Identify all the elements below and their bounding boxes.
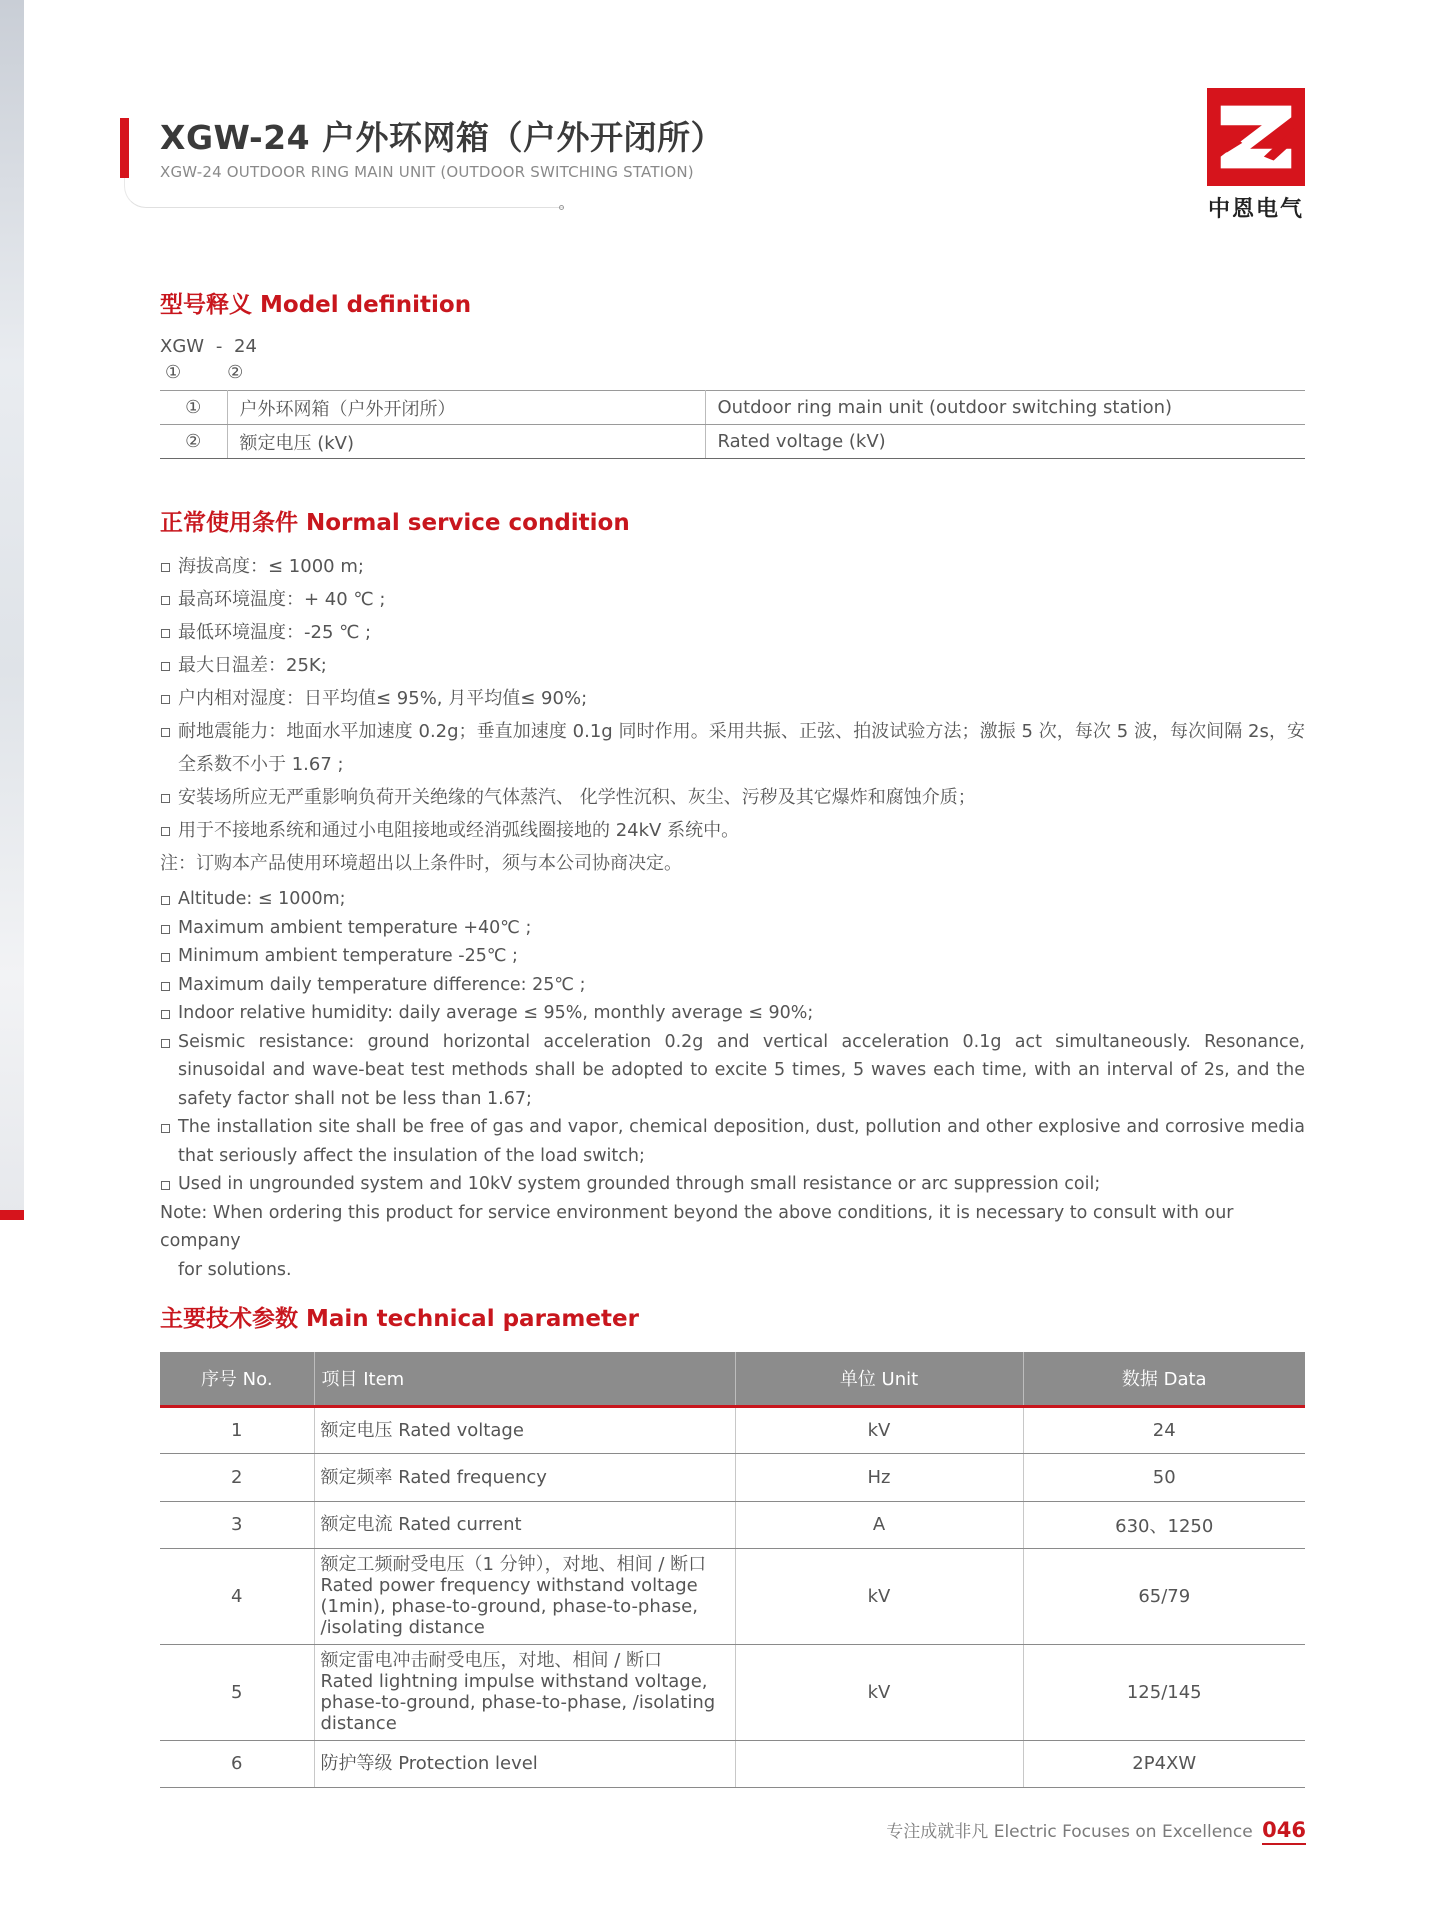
model-code: [160, 336, 257, 357]
strip-red-accent: [0, 1210, 24, 1220]
service-condition-title: 正常使用条件 Normal service condition: [160, 510, 630, 536]
list-item: Used in ungrounded system and 10kV system grounded through small resistance or arc suppression coil;: [160, 1170, 1305, 1199]
list-item: 海拔高度：≤ 1000 m;: [160, 550, 1305, 583]
cell-data: 24: [1023, 1406, 1305, 1453]
cell-item-cn: 额定工频耐受电压（1 分钟），对地、相间 / 断口: [320, 1554, 707, 1575]
cell-no: 4: [160, 1548, 314, 1644]
table-row: [160, 391, 1305, 425]
cell-item: [314, 1501, 735, 1548]
cell-no: 2: [160, 1453, 314, 1501]
en-note: [160, 1199, 1305, 1285]
cell-data: 50: [1023, 1453, 1305, 1501]
model-mark: ②: [227, 362, 244, 383]
model-code-part: XGW: [160, 336, 205, 357]
list-item: 最高环境温度：+ 40 ℃ ;: [160, 583, 1305, 616]
cell-no: 5: [160, 1644, 314, 1740]
cell-item-en: Rated lightning impulse withstand voltage, phase-to-ground, phase-to-phase, /isolating distance: [320, 1671, 716, 1734]
cell-item: [314, 1453, 735, 1501]
def-num: ②: [160, 425, 227, 459]
model-mark: ①: [165, 362, 182, 383]
cell-unit: kV: [735, 1644, 1023, 1740]
col-header-item: 项目 Item: [314, 1352, 735, 1406]
cell-data: 2P4XW: [1023, 1740, 1305, 1787]
technical-parameter-table: [160, 1352, 1305, 1788]
cell-unit: A: [735, 1501, 1023, 1548]
cell-no: 3: [160, 1501, 314, 1548]
list-item: Maximum ambient temperature +40℃ ;: [160, 914, 1305, 943]
cell-item-cn: 额定雷电冲击耐受电压，对地、相间 / 断口: [320, 1650, 663, 1671]
table-row: [160, 1406, 1305, 1453]
page-footer: [886, 1817, 1306, 1842]
list-item: 用于不接地系统和通过小电阻接地或经消弧线圈接地的 24kV 系统中。: [160, 814, 1305, 847]
list-item: Altitude: ≤ 1000m;: [160, 885, 1305, 914]
model-code-part: -: [215, 336, 223, 357]
def-en: Outdoor ring main unit (outdoor switching station): [705, 391, 1305, 425]
list-item: Seismic resistance: ground horizontal acceleration 0.2g and vertical acceleration 0.1g act simultaneously. Resonance, sinusoidal and wave-beat test methods shall be adopted to excite 5 times, 5 waves each time, with an interval of 2s, and the safety factor shall not be less than 1.67;: [160, 1028, 1305, 1114]
page-number: 046: [1262, 1818, 1306, 1845]
cell-unit: kV: [735, 1406, 1023, 1453]
technical-parameter-title: 主要技术参数 Main technical parameter: [160, 1306, 639, 1332]
col-header-unit: 单位 Unit: [735, 1352, 1023, 1406]
cell-item: [314, 1644, 735, 1740]
model-code-part: 24: [234, 336, 257, 357]
page-subtitle: XGW-24 OUTDOOR RING MAIN UNIT (OUTDOOR SWITCHING STATION): [160, 163, 694, 181]
table-row: [160, 1644, 1305, 1740]
header-accent-bar: [120, 118, 129, 178]
def-cn: 额定电压 (kV): [227, 425, 705, 459]
list-item: The installation site shall be free of gas and vapor, chemical deposition, dust, pollution and other explosive and corrosive media that seriously affect the insulation of the load switch;: [160, 1113, 1305, 1170]
list-item: 最低环境温度：-25 ℃ ;: [160, 616, 1305, 649]
en-note-cont: for solutions.: [178, 1259, 292, 1280]
table-row: [160, 1740, 1305, 1787]
cell-item: [314, 1406, 735, 1453]
list-item: Indoor relative humidity: daily average ≤ 95%, monthly average ≤ 90%;: [160, 999, 1305, 1028]
cell-item-cn: 额定电流 Rated current: [320, 1514, 522, 1535]
list-item: 最大日温差：25K;: [160, 649, 1305, 682]
cell-item: [314, 1548, 735, 1644]
left-decorative-strip: [0, 0, 24, 1220]
model-code-marks: [165, 362, 289, 383]
cell-unit: [735, 1740, 1023, 1787]
table-row: [160, 1548, 1305, 1644]
cell-item: [314, 1740, 735, 1787]
table-row: [160, 1453, 1305, 1501]
service-condition-en-list: [160, 885, 1305, 1284]
list-item: Maximum daily temperature difference: 25℃ ;: [160, 971, 1305, 1000]
cell-item-cn: 额定频率 Rated frequency: [320, 1466, 547, 1488]
cell-item-cn: 防护等级 Protection level: [320, 1753, 538, 1774]
table-row: [160, 425, 1305, 459]
def-en: Rated voltage (kV): [705, 425, 1305, 459]
list-item: 户内相对湿度：日平均值≤ 95%, 月平均值≤ 90%;: [160, 682, 1305, 715]
cell-no: 6: [160, 1740, 314, 1787]
cell-data: 630、1250: [1023, 1501, 1305, 1548]
cell-unit: kV: [735, 1548, 1023, 1644]
table-row: [160, 1501, 1305, 1548]
service-condition-cn-list: [160, 550, 1305, 880]
cell-item-cn: 额定电压 Rated voltage: [320, 1419, 524, 1441]
cn-note: 注：订购本产品使用环境超出以上条件时，须与本公司协商决定。: [160, 853, 682, 874]
list-item: Minimum ambient temperature -25℃ ;: [160, 942, 1305, 971]
en-note-lead: Note: When ordering this product for service environment beyond the above conditions, it is necessary to consult with our company: [160, 1202, 1234, 1251]
col-header-data: 数据 Data: [1023, 1352, 1305, 1406]
list-item: 耐地震能力：地面水平加速度 0.2g；垂直加速度 0.1g 同时作用。采用共振、正弦、拍波试验方法；激振 5 次，每次 5 波，每次间隔 2s，安全系数不小于 1.67 ;: [160, 715, 1305, 781]
def-cn: 户外环网箱（户外开闭所）: [227, 391, 705, 425]
brand-name: 中恩电气: [1207, 197, 1304, 222]
cell-no: 1: [160, 1406, 314, 1453]
model-definition-table: [160, 390, 1305, 459]
page-title: XGW-24 户外环网箱（户外开闭所）: [160, 118, 725, 157]
cell-unit: Hz: [735, 1453, 1023, 1501]
cell-item-en: Rated power frequency withstand voltage (1min), phase-to-ground, phase-to-phase, /isolating distance: [320, 1575, 698, 1638]
cell-data: 125/145: [1023, 1644, 1305, 1740]
zhongen-logo-icon: [1207, 88, 1305, 186]
footer-slogan: 专注成就非凡 Electric Focuses on Excellence: [886, 1822, 1253, 1842]
cell-data: 65/79: [1023, 1548, 1305, 1644]
col-header-no: 序号 No.: [160, 1352, 314, 1406]
model-definition-title: 型号释义 Model definition: [160, 292, 472, 318]
list-item: 安装场所应无严重影响负荷开关绝缘的气体蒸汽、 化学性沉积、灰尘、污秽及其它爆炸和腐蚀介质；: [160, 781, 1305, 814]
header-decorative-dot: [559, 205, 564, 210]
table-header-row: [160, 1352, 1305, 1406]
def-num: ①: [160, 391, 227, 425]
